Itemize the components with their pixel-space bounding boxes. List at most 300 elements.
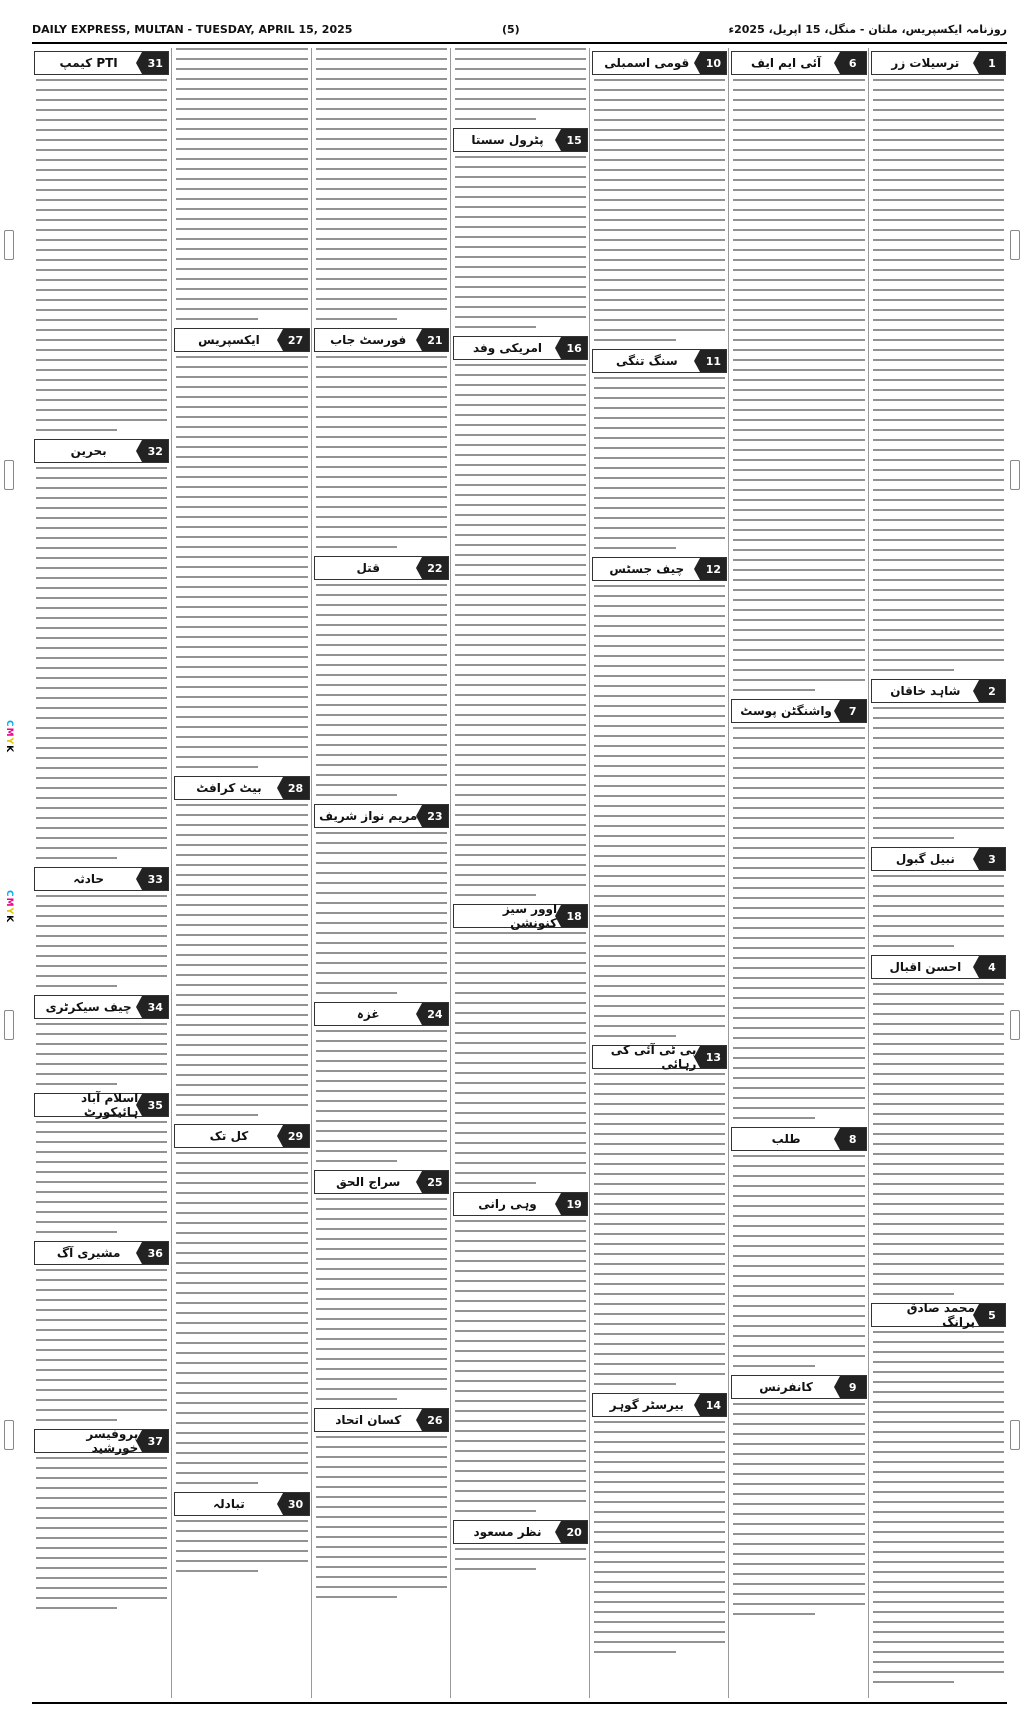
text-line [316, 466, 447, 468]
story-number: 9 [840, 1376, 866, 1398]
text-line [733, 1205, 864, 1207]
story-headline: کل تک [209, 1129, 249, 1143]
text-line [873, 817, 1004, 819]
text-line [873, 1243, 1004, 1245]
text-line [733, 1553, 864, 1555]
text-line [594, 735, 725, 737]
text-line [873, 1163, 1004, 1165]
text-line [594, 975, 725, 977]
text-line [455, 1240, 586, 1242]
text-line [455, 48, 586, 50]
story-headline-bar [592, 51, 727, 75]
text-line [176, 1034, 307, 1036]
text-line [733, 199, 864, 201]
text-line [733, 1097, 864, 1099]
text-line [594, 855, 725, 857]
text-line [316, 98, 447, 100]
text-line [594, 825, 725, 827]
text-line [455, 824, 586, 826]
text-line [176, 1322, 307, 1324]
text-line [176, 268, 307, 270]
text-line [176, 1312, 307, 1314]
story-headline: مریم نواز شریف [319, 809, 418, 823]
text-line [455, 1510, 536, 1512]
text-line [733, 777, 864, 779]
text-line [594, 1233, 725, 1235]
story-headline-bar [592, 557, 727, 581]
text-line [176, 864, 307, 866]
text-line [455, 942, 586, 944]
news-story [172, 776, 311, 1116]
story-headline: چیف جسٹس [609, 562, 685, 576]
text-line [594, 249, 725, 251]
text-line [873, 1531, 1004, 1533]
story-body-text [869, 875, 1008, 947]
text-line [316, 1258, 447, 1260]
text-line [455, 714, 586, 716]
text-line [873, 1013, 1004, 1015]
text-line [594, 497, 725, 499]
text-line [316, 1576, 447, 1578]
text-line [36, 1379, 167, 1381]
text-line [733, 339, 864, 341]
text-line [455, 1470, 586, 1472]
story-number: 20 [561, 1521, 587, 1543]
text-line [873, 1401, 1004, 1403]
text-line [36, 1497, 167, 1499]
text-line [36, 119, 167, 121]
text-line [36, 309, 167, 311]
text-line [733, 409, 864, 411]
text-line [176, 1292, 307, 1294]
text-line [176, 1302, 307, 1304]
story-headline-bar [34, 51, 169, 75]
text-line [176, 1024, 307, 1026]
text-line [36, 359, 167, 361]
text-line [316, 664, 447, 666]
text-line [176, 994, 307, 996]
story-headline: پی ٹی آئی کی رہائی [610, 1043, 697, 1071]
text-line [594, 915, 725, 917]
text-line [316, 228, 447, 230]
text-line [733, 149, 864, 151]
text-line [316, 1348, 447, 1350]
text-line [176, 766, 257, 768]
text-line [455, 844, 586, 846]
text-line [316, 1228, 447, 1230]
text-line [594, 875, 725, 877]
text-line [316, 1160, 397, 1162]
text-line [594, 377, 725, 379]
text-line [176, 138, 307, 140]
story-headline: کسان اتحاد [335, 1413, 402, 1427]
text-line [36, 667, 167, 669]
text-line [455, 1182, 536, 1184]
text-line [594, 467, 725, 469]
text-line [176, 1432, 307, 1434]
text-line [176, 1472, 307, 1474]
text-line [873, 1421, 1004, 1423]
text-line [873, 1283, 1004, 1285]
text-line [873, 379, 1004, 381]
text-line [873, 1223, 1004, 1225]
text-line [873, 1053, 1004, 1055]
text-line [455, 236, 586, 238]
text-line [36, 567, 167, 569]
text-line [36, 1033, 167, 1035]
text-line [176, 1412, 307, 1414]
text-line [176, 68, 307, 70]
text-line [176, 824, 307, 826]
text-line [176, 178, 307, 180]
text-line [733, 529, 864, 531]
story-body-text [312, 48, 451, 320]
story-body-text [451, 364, 590, 896]
text-line [455, 1042, 586, 1044]
story-number: 25 [422, 1171, 448, 1193]
text-line [36, 537, 167, 539]
story-headline: پٹرول سستا [471, 133, 544, 147]
text-line [455, 794, 586, 796]
text-line [455, 982, 586, 984]
text-line [733, 1047, 864, 1049]
text-line [455, 614, 586, 616]
story-headline: غزہ [356, 1007, 380, 1021]
news-story [451, 48, 590, 120]
story-number: 22 [422, 557, 448, 579]
text-line [594, 1511, 725, 1513]
text-line [316, 268, 447, 270]
text-line [594, 805, 725, 807]
text-line [873, 209, 1004, 211]
text-line [733, 489, 864, 491]
story-body-text [590, 1421, 729, 1653]
text-line [873, 589, 1004, 591]
story-body-text [590, 585, 729, 1037]
text-line [733, 1403, 864, 1405]
text-line [594, 339, 675, 341]
text-line [873, 489, 1004, 491]
text-line [316, 694, 447, 696]
text-line [316, 1596, 397, 1598]
text-line [594, 387, 725, 389]
text-line [594, 1353, 725, 1355]
text-line [733, 1345, 864, 1347]
story-number: 1 [979, 52, 1005, 74]
text-line [36, 169, 167, 171]
text-line [594, 199, 725, 201]
news-story [172, 328, 311, 768]
text-line [36, 1349, 167, 1351]
text-line [455, 1092, 586, 1094]
text-line [873, 1511, 1004, 1513]
text-line [733, 169, 864, 171]
text-line [873, 797, 1004, 799]
text-line [316, 942, 447, 944]
text-line [316, 138, 447, 140]
news-story [451, 1520, 590, 1570]
text-line [594, 1373, 725, 1375]
text-line [733, 369, 864, 371]
text-line [873, 539, 1004, 541]
text-line [316, 584, 447, 586]
text-line [455, 644, 586, 646]
text-line [176, 1272, 307, 1274]
story-body-text [729, 1403, 868, 1615]
text-line [455, 754, 586, 756]
text-line [176, 506, 307, 508]
text-line [455, 68, 586, 70]
news-story [32, 1241, 171, 1421]
text-line [36, 1053, 167, 1055]
text-line [176, 1442, 307, 1444]
text-line [455, 1230, 586, 1232]
text-line [176, 834, 307, 836]
news-story [590, 51, 729, 341]
text-line [594, 935, 725, 937]
text-line [594, 289, 725, 291]
text-line [316, 148, 447, 150]
text-line [455, 1460, 586, 1462]
story-headline-bar [453, 128, 588, 152]
text-line [873, 259, 1004, 261]
text-line [176, 456, 307, 458]
text-line [455, 464, 586, 466]
text-line [873, 649, 1004, 651]
text-line [36, 527, 167, 529]
text-line [455, 1162, 586, 1164]
text-line [873, 1631, 1004, 1633]
text-line [594, 1263, 725, 1265]
text-line [316, 258, 447, 260]
text-line [873, 1641, 1004, 1643]
text-line [873, 449, 1004, 451]
story-headline-bar [34, 439, 169, 463]
text-line [176, 1152, 307, 1154]
text-line [873, 579, 1004, 581]
text-line [316, 684, 447, 686]
text-line [176, 308, 307, 310]
text-line [316, 1130, 447, 1132]
registration-mark [1010, 460, 1020, 490]
text-line [176, 984, 307, 986]
news-story [590, 349, 729, 549]
text-line [733, 509, 864, 511]
text-line [316, 852, 447, 854]
text-line [455, 1112, 586, 1114]
text-line [36, 199, 167, 201]
text-line [594, 407, 725, 409]
text-line [594, 1501, 725, 1503]
text-line [594, 865, 725, 867]
text-line [733, 1503, 864, 1505]
text-line [733, 229, 864, 231]
article-column [589, 48, 729, 1698]
story-headline: بحرین [70, 444, 107, 458]
text-line [733, 1493, 864, 1495]
text-line [733, 359, 864, 361]
text-line [594, 595, 725, 597]
text-line [36, 597, 167, 599]
text-line [36, 229, 167, 231]
text-line [873, 79, 1004, 81]
text-line [733, 219, 864, 221]
text-line [36, 637, 167, 639]
news-story [32, 439, 171, 859]
story-body-text [32, 895, 171, 987]
story-number: 31 [142, 52, 168, 74]
text-line [176, 1372, 307, 1374]
text-line [36, 399, 167, 401]
news-story [172, 1492, 311, 1572]
text-line [36, 1151, 167, 1153]
text-line [36, 497, 167, 499]
text-line [316, 188, 447, 190]
text-line [316, 406, 447, 408]
text-line [733, 967, 864, 969]
text-line [176, 1282, 307, 1284]
text-line [176, 736, 307, 738]
story-body-text [869, 707, 1008, 839]
text-line [455, 1152, 586, 1154]
text-line [594, 457, 725, 459]
text-line [873, 429, 1004, 431]
text-line [733, 1473, 864, 1475]
text-line [733, 1305, 864, 1307]
text-line [455, 1450, 586, 1452]
text-line [873, 925, 1004, 927]
text-line [594, 1203, 725, 1205]
story-number: 16 [561, 337, 587, 359]
text-line [176, 526, 307, 528]
text-line [873, 1661, 1004, 1663]
text-line [733, 1423, 864, 1425]
text-line [873, 777, 1004, 779]
text-line [455, 1490, 586, 1492]
text-line [176, 476, 307, 478]
text-line [733, 379, 864, 381]
text-line [594, 269, 725, 271]
text-line [36, 1369, 167, 1371]
text-line [455, 1270, 586, 1272]
text-line [176, 646, 307, 648]
cmyk-color-bar: CMYK [4, 720, 14, 754]
text-line [594, 885, 725, 887]
text-line [176, 1352, 307, 1354]
text-line [455, 266, 586, 268]
text-line [455, 634, 586, 636]
text-line [455, 1280, 586, 1282]
text-line [873, 309, 1004, 311]
text-line [733, 757, 864, 759]
text-line [36, 935, 167, 937]
text-line [316, 486, 447, 488]
text-line [316, 1140, 447, 1142]
text-line [36, 827, 167, 829]
text-line [455, 1132, 586, 1134]
story-headline-bar [871, 679, 1006, 703]
text-line [176, 58, 307, 60]
text-line [733, 1483, 864, 1485]
text-line [36, 1597, 167, 1599]
text-line [733, 119, 864, 121]
text-line [873, 717, 1004, 719]
story-number: 6 [840, 52, 866, 74]
text-line [733, 439, 864, 441]
text-line [873, 1183, 1004, 1185]
text-line [36, 79, 167, 81]
text-line [733, 559, 864, 561]
text-line [594, 715, 725, 717]
text-line [455, 186, 586, 188]
text-line [176, 1202, 307, 1204]
text-line [594, 615, 725, 617]
text-line [176, 626, 307, 628]
story-body-text [451, 932, 590, 1184]
text-line [316, 1368, 447, 1370]
text-line [316, 832, 447, 834]
text-line [594, 1035, 675, 1037]
text-line [873, 1481, 1004, 1483]
text-line [733, 269, 864, 271]
text-line [455, 764, 586, 766]
text-line [594, 1025, 725, 1027]
text-line [594, 397, 725, 399]
text-line [873, 1173, 1004, 1175]
text-line [36, 1527, 167, 1529]
text-line [733, 279, 864, 281]
text-line [733, 797, 864, 799]
story-headline-bar [34, 1429, 169, 1453]
text-line [455, 296, 586, 298]
text-line [176, 844, 307, 846]
text-line [594, 1083, 725, 1085]
text-line [455, 166, 586, 168]
text-line [36, 149, 167, 151]
text-line [594, 527, 725, 529]
text-line [455, 952, 586, 954]
story-headline: نبیل گبول [895, 852, 955, 866]
text-line [733, 599, 864, 601]
text-line [176, 546, 307, 548]
text-line [176, 248, 307, 250]
text-line [455, 216, 586, 218]
text-line [733, 1117, 814, 1119]
text-line [176, 1402, 307, 1404]
story-headline-bar [314, 804, 449, 828]
news-story [32, 1093, 171, 1233]
text-line [733, 1583, 864, 1585]
text-line [455, 854, 586, 856]
text-line [316, 724, 447, 726]
story-headline: قتل [356, 561, 380, 575]
text-line [176, 854, 307, 856]
text-line [594, 139, 725, 141]
text-line [176, 894, 307, 896]
text-line [455, 1022, 586, 1024]
text-line [36, 757, 167, 759]
text-line [316, 1378, 447, 1380]
text-line [733, 1265, 864, 1267]
text-line [455, 286, 586, 288]
text-line [594, 1451, 725, 1453]
text-line [316, 872, 447, 874]
text-line [455, 246, 586, 248]
text-line [873, 1193, 1004, 1195]
text-line [594, 329, 725, 331]
text-line [733, 249, 864, 251]
text-line [733, 1335, 864, 1337]
